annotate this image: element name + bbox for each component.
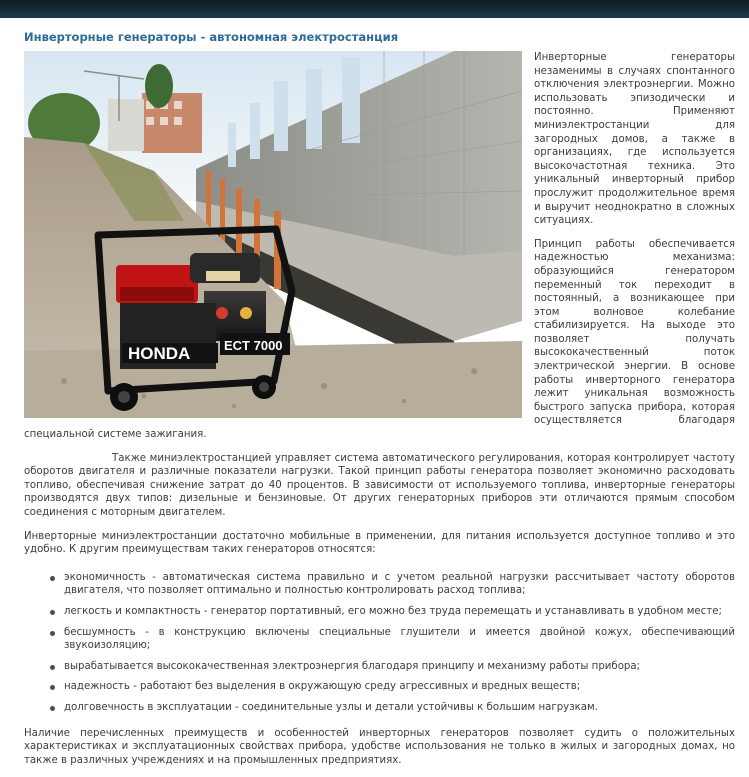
list-item [48, 701, 735, 715]
page-title: Инверторные генераторы - автономная электростанция [24, 30, 399, 44]
list-item [48, 571, 735, 598]
paragraph-conclusion: Наличие перечисленных преимуществ и особенностей инверторных генераторов позволяет судить о положительных характеристиках и эксплуатационных свойствах прибора, удобстве использования не только в жилых и загородных домах, но также в различных учреждениях и на промышленных предприятиях. [24, 727, 735, 766]
paragraph-regulation: Также миниэлектростанцией управляет система автоматического регулирования, которая контролирует частоту оборотов двигателя и различные показатели нагрузки. Такой принцип работы генератора позволяет экономично расходовать топливо, обеспечивая снижение затрат до 40 процентов. В зависимости от используемого топлива, инверторные генераторы производятся двух типов: дизельные и бензиновые. От других генераторных приборов эти отличаются прямым способом соединения с моторным двигателем. [24, 452, 735, 518]
list-item-text: вырабатывается высококачественная электроэнергия благодаря принципу и механизму работы прибора; [64, 660, 641, 672]
list-item [48, 680, 735, 694]
bullet-icon [50, 610, 55, 615]
bullet-icon [50, 576, 55, 581]
list-item-text: надежность - работают без выделения в окружающую среду агрессивных и вредных веществ; [64, 681, 581, 693]
paragraph-advantages-intro: Инверторные миниэлектростанции достаточно мобильные в применении, для питания используется доступное топливо и это удобно. К другим преимуществам таких генераторов относятся: [24, 530, 735, 556]
bullet-icon [50, 685, 55, 690]
bullet-icon [50, 631, 55, 636]
list-item-text: бесшумность - в конструкцию включены специальные глушители и имеется двойной кожух, обеспечивающий звукоизоляцию; [64, 626, 735, 652]
article-body [24, 51, 735, 777]
bullet-icon [50, 665, 55, 670]
paragraph-principle: Принцип работы обеспечивается надежностью механизма: образующийся генератором переменный ток переходит в постоянный, а возникающее при этом волновое колебание стабилизируется. На выходе это позволяет получать высококачественный поток электрической энергии. В основе работы инверторного генератора лежит уникальная возможность быстрого запуска прибора, которая осуществляется благодаря специальной системе зажигания. [24, 238, 735, 441]
list-item [48, 626, 735, 653]
list-item-text: долговечность в эксплуатации - соединительные узлы и детали устойчивы к большим нагрузкам. [64, 701, 598, 713]
model-label: ECT 7000 [224, 338, 283, 353]
top-bar [0, 0, 749, 18]
advantages-list [24, 571, 735, 715]
list-item-text: экономичность - автоматическая система правильно и с учетом реальной нагрузки рассчитывает частоту оборотов двигателя, что позволяет оптимально и полностью контролировать расход топлива; [64, 571, 735, 597]
list-item [48, 605, 735, 619]
paragraph-intro: Инверторные генераторы незаменимы в случаях спонтанного отключения электроэнергии. Можно использовать эпизодически и постоянно. Применяют миниэлектростанции для загородных домов, а также в организациях, где используется высокочастотная техника. Это уникальный инверторный прибор прослужит продолжительное время и выручит неоднократно в сложных ситуациях. [534, 52, 735, 227]
list-item [48, 660, 735, 674]
brand-label: HONDA [128, 344, 191, 363]
list-item-text: легкость и компактность - генератор портативный, его можно без труда перемещать и устанавливать в удобном месте; [64, 605, 722, 617]
bullet-icon [50, 706, 55, 711]
generator-photo [24, 51, 522, 418]
